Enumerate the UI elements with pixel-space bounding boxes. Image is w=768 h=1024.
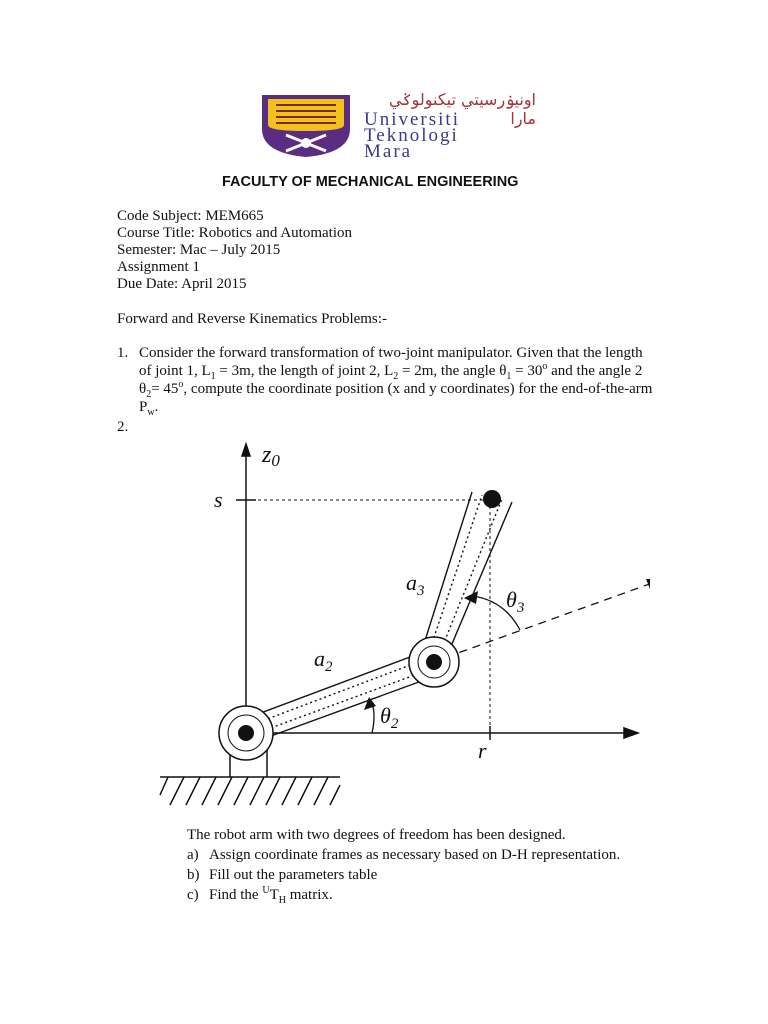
theta2-label: $\theta_2$ [380, 703, 399, 732]
link2-extension-arrow [433, 582, 650, 662]
q1-line-1: Consider the forward transformation of two-joint manipulator. Given that the length [139, 345, 643, 361]
q2-item-b-marker: b) [187, 867, 200, 883]
s-label: s [214, 487, 223, 512]
uitm-crest [262, 95, 350, 157]
q2-item-b: Fill out the parameters table [209, 867, 378, 883]
z-axis [242, 444, 250, 733]
code-subject: Code Subject: MEM665 [117, 208, 264, 224]
q1-line-4: $P_w$. [139, 399, 159, 418]
university-name-line1: Universiti [364, 109, 460, 130]
link-a3 [422, 492, 512, 658]
q2-item-c: Find the $^UT_H$ matrix. [209, 885, 333, 906]
end-effector [483, 490, 501, 508]
theta2-arc [364, 697, 376, 733]
section-heading: Forward and Reverse Kinematics Problems:- [117, 311, 387, 327]
base-joint [219, 706, 273, 760]
robot-arm-diagram [150, 440, 650, 815]
university-name-jawi: اونيۏرسيتي تيكنولوݢي مارا [388, 90, 536, 128]
course-title: Course Title: Robotics and Automation [117, 225, 353, 241]
faculty-title: FACULTY OF MECHANICAL ENGINEERING [222, 174, 519, 190]
a2-label: $a_2$ [314, 646, 333, 675]
semester: Semester: Mac – July 2015 [117, 242, 281, 258]
q2-number: 2. [117, 419, 129, 435]
assignment-number: Assignment 1 [117, 259, 200, 275]
q1-line-3: $\theta_2= 45^o$, compute the coordinate position (x and y coordinates) for the end-of-the-arm [139, 379, 653, 400]
theta3-label: $\theta_3$ [506, 587, 525, 616]
q2-item-a: Assign coordinate frames as necessary based on D-H representation. [209, 847, 621, 863]
a3-label: $a_3$ [406, 570, 425, 599]
extension-arrowhead [646, 579, 650, 589]
ground-hatch [160, 777, 340, 805]
university-name-line2: Teknologi [364, 125, 459, 146]
r-axis [246, 728, 638, 738]
q2-item-a-marker: a) [187, 847, 199, 863]
q1-line-2: of joint 1, $L_1 = 3m$, the length of joint 2, $L_2 = 2m$, the angle $\theta_1 = 30^o$ and the angle 2 [139, 361, 643, 382]
university-name-line3: Mara [364, 141, 413, 162]
r-label: r [478, 738, 487, 763]
z0-label: z0 [262, 442, 280, 470]
q1-number: 1. [117, 345, 129, 361]
elbow-joint [409, 637, 459, 687]
q2-intro: The robot arm with two degrees of freedom has been designed. [187, 827, 566, 843]
crest-icon [262, 95, 350, 157]
q2-item-c-marker: c) [187, 887, 199, 903]
due-date: Due Date: April 2015 [117, 276, 247, 292]
